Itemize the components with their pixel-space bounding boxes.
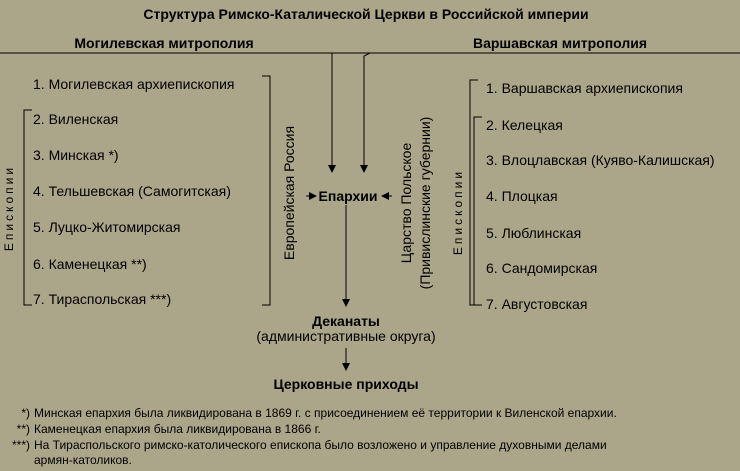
footnote xyxy=(0,406,617,420)
right-diocese: 7. Августовская xyxy=(486,296,588,312)
deaneries-note: (административные округа) xyxy=(256,328,436,344)
left-diocese: 6. Каменецкая **) xyxy=(33,256,147,272)
right-bracket-label: Епископии xyxy=(451,168,465,256)
right-arrow xyxy=(364,53,370,172)
left-diocese: 4. Тельшевская (Самогитская) xyxy=(33,183,231,199)
left-bracket-label: Епископии xyxy=(2,164,16,252)
right-diocese: 5. Люблинская xyxy=(486,225,582,241)
right-heading: Варшавская митрополия xyxy=(472,35,648,51)
parishes-node: Церковные приходы xyxy=(273,376,419,392)
page-title: Структура Римско-Каталической Церкви в Российской империи xyxy=(143,6,589,22)
left-heading: Могилевская митрополия xyxy=(74,35,254,51)
right-diocese: 3. Влоцлавская (Куяво-Калишская) xyxy=(486,152,715,168)
footnote-mark: **) xyxy=(16,422,30,436)
right-diocese: 4. Плоцкая xyxy=(486,188,558,204)
footnote xyxy=(0,453,132,467)
footnote-text: армян-католиков. xyxy=(34,453,132,467)
footnote-text: Каменецкая епархия была ликвидирована в 1866 г. xyxy=(34,422,321,436)
right-inner-bracket xyxy=(474,117,482,305)
left-archdiocese: 1. Могилевская архиепископия xyxy=(33,76,235,92)
footnote-text: Минская епархия была ликвидирована в 1869 г. с присоединением её территории к Виленской епархии. xyxy=(34,406,617,420)
right-diocese: 2. Келецкая xyxy=(486,117,563,133)
deaneries-node: Деканаты xyxy=(312,313,380,329)
left-diocese: 7. Тираспольская ***) xyxy=(33,291,172,307)
footnote-mark: ***) xyxy=(11,438,30,452)
right-region-label-2: (Привислинские губернии) xyxy=(417,116,433,290)
left-outer-bracket xyxy=(262,76,270,305)
left-inner-bracket xyxy=(24,110,32,305)
left-region-label: Европейская Россия xyxy=(281,125,297,261)
footnote-text: На Тираспольского римско-католического епископа было возложено и управление духовными делами xyxy=(34,438,607,452)
footnote xyxy=(0,438,607,452)
footnote-mark: *) xyxy=(21,406,30,420)
right-region-label-1: Царство Польское xyxy=(398,142,414,264)
footnote xyxy=(0,422,321,436)
right-archdiocese: 1. Варшавская архиепископия xyxy=(486,80,683,96)
left-diocese: 5. Луцко-Житомирская xyxy=(33,219,181,235)
left-diocese: 2. Виленская xyxy=(33,111,119,127)
right-diocese: 6. Сандомирская xyxy=(486,260,598,276)
eparchies-node: Епархии xyxy=(318,188,378,204)
left-diocese: 3. Минская *) xyxy=(33,147,119,163)
